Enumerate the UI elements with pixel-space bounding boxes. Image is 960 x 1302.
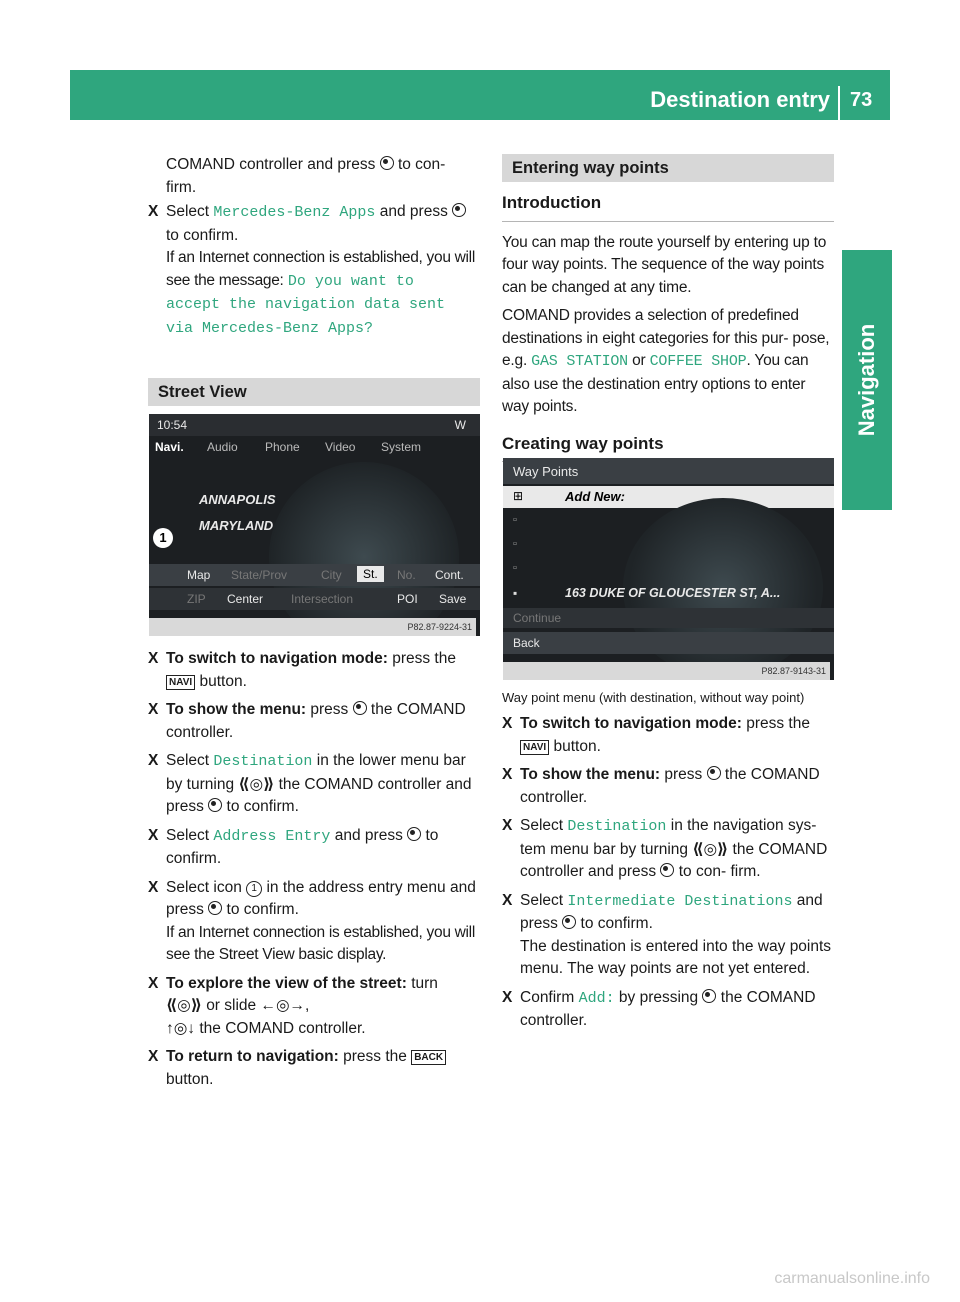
navi-key-icon: NAVI <box>166 675 195 690</box>
step-show-menu: X To show the menu: press the COMAND controller. <box>148 701 466 741</box>
page-header <box>70 70 890 120</box>
step-select-destination-2: X Select Destination in the navigation sys- tem menu bar by turning ⟪◎⟫ the COMAND controller and press to con- firm. <box>502 817 828 880</box>
step-select-destination: X Select Destination in the lower menu bar by turning ⟪◎⟫ the COMAND controller and press to confirm. <box>148 752 472 815</box>
controller-press-icon <box>452 203 466 217</box>
street-view-screenshot: 10:54 W Navi. Audio Phone Video System ANNAPOLIS MARYLAND 1 Map State/Prov City St. No. Cont. ZIP Center Intersection POI Save P82.87-9224-31 <box>149 414 480 636</box>
street-view-section <box>148 378 480 406</box>
step-select-icon: X Select icon 1 in the address entry menu and press to confirm. If an Internet connection is established, you will see the Street View basic display. <box>148 878 476 963</box>
watermark: carmanualsonline.info <box>774 1270 930 1287</box>
heading-introduction: Introduction <box>502 192 834 222</box>
callout-1: 1 <box>153 528 173 548</box>
slide-lr-icon: ←◎→ <box>260 997 305 1014</box>
right-column: Entering way points Introduction You can map the route yourself by entering up to four way points. The sequence of the way points can be changed at any time. COMAND provides a selection of predefined destinations in eight categories for this pur- pose, e.g. GAS STATION or COFFEE SHOP. You can also use the destination entry options to enter way points. Creating way points <box>502 154 834 462</box>
page-number: 73 <box>850 89 873 111</box>
side-tab <box>842 250 892 510</box>
way-points-screenshot: Way Points ⊞ Add New: ▫ ▫ ▫ ▪ 163 DUKE OF GLOUCESTER ST, A... Continue Back P82.87-9143-31 <box>503 458 834 680</box>
turn-controller-icon: ⟪◎⟫ <box>166 997 202 1014</box>
step-explore: X To explore the view of the street: turn ⟪◎⟫ or slide ←◎→, ↑◎↓ the COMAND controller. <box>148 974 438 1037</box>
step-address-entry: X Select Address Entry and press to confirm. <box>148 826 439 867</box>
turn-controller-icon: ⟪◎⟫ <box>238 775 275 793</box>
intro-text: COMAND controller and press to con- firm. <box>166 156 446 196</box>
left-column <box>148 154 480 340</box>
section-street-view: Street View <box>148 378 480 406</box>
step-return: X To return to navigation: press the BACK button. <box>148 1046 480 1091</box>
header-title: Destination entry <box>650 87 830 112</box>
figure-caption: Way point menu (with destination, without way point) <box>502 690 805 705</box>
step-show-menu-2: X To show the menu: press the COMAND controller. <box>502 766 820 806</box>
back-key-icon: BACK <box>411 1050 446 1065</box>
slide-ud-icon: ↑◎↓ <box>166 1019 196 1037</box>
heading-creating-way-points: Creating way points <box>502 433 834 463</box>
step-confirm-add: X Confirm Add: by pressing the COMAND controller. <box>502 988 816 1029</box>
step-nav-mode: X To switch to navigation mode: press the NAVI button. <box>148 650 456 690</box>
side-tab-label: Navigation <box>854 323 879 437</box>
step-nav-mode-2: X To switch to navigation mode: press the NAVI button. <box>502 715 810 755</box>
navi-key-icon: NAVI <box>520 740 549 755</box>
header-divider <box>838 86 840 120</box>
step-select-apps: X Select Mercedes-Benz Apps and press to confirm. If an Internet connection is established, you will see the message: Do you want to accept the navigation data sent via Mercedes-Benz Apps? <box>148 203 475 337</box>
section-way-points: Entering way points <box>502 154 834 182</box>
controller-press-icon <box>380 156 394 170</box>
ui-mercedes-apps: Mercedes-Benz Apps <box>213 204 376 221</box>
street-view-steps <box>148 648 480 1091</box>
callout-icon: 1 <box>246 881 262 897</box>
right-steps <box>502 690 834 1033</box>
step-intermediate: X Select Intermediate Destinations and press to confirm. The destination is entered into the way points menu. The way points are not yet entered. <box>502 891 832 977</box>
